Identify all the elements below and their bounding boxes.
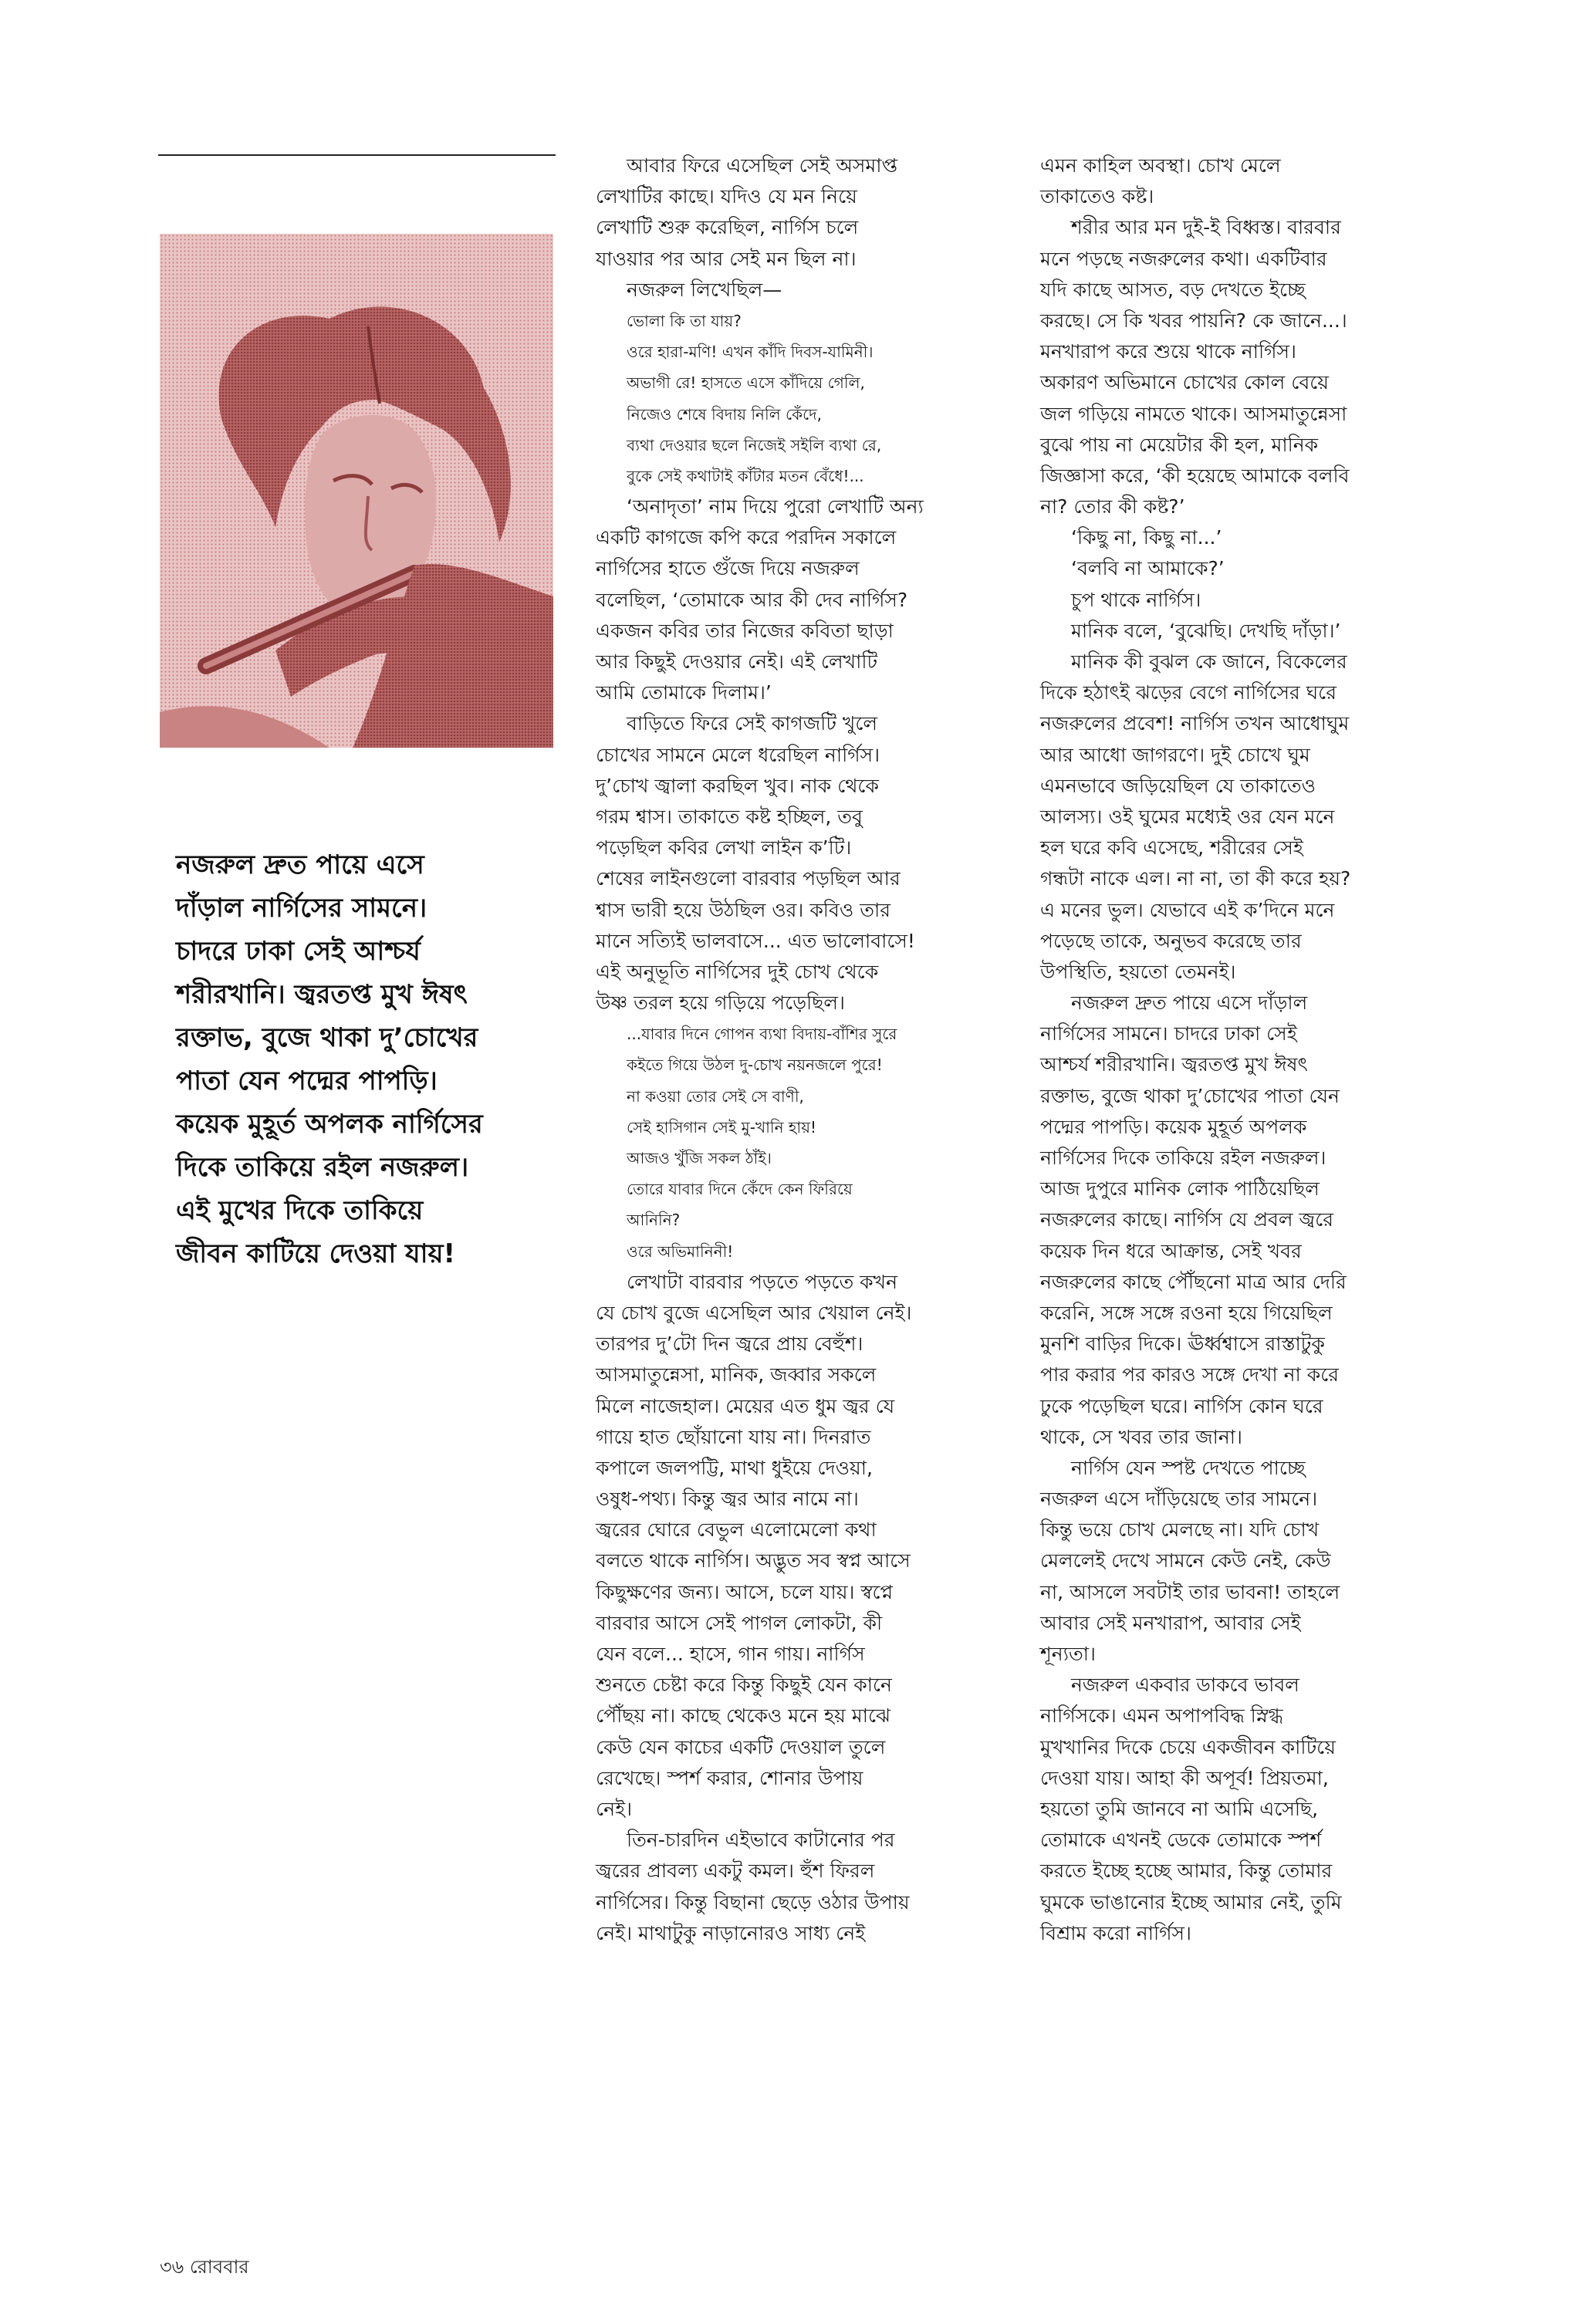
body-line: করেনি, সঙ্গে সঙ্গে রওনা হয়ে গিয়েছিল bbox=[1040, 1301, 1333, 1324]
body-line: যদি কাছে আসত, বড় দেখতে ইচ্ছে bbox=[1040, 278, 1306, 301]
body-line: পড়েছে তাকে, অনুভব করেছে তার bbox=[1040, 929, 1302, 952]
poem-line: ব্যথা দেওয়ার ছলে নিজেই সইলি ব্যথা রে, bbox=[627, 435, 882, 454]
portrait-artwork bbox=[160, 234, 553, 748]
body-line: দু’চোখ জ্বালা করছিল খুব। নাক থেকে bbox=[596, 774, 879, 797]
body-line: লেখাটি শুরু করেছিল, নার্গিস চলে bbox=[596, 216, 859, 239]
body-line: আমি তোমাকে দিলাম।’ bbox=[596, 681, 772, 704]
body-line: দিকে হঠাৎই ঝড়ের বেগে নার্গিসের ঘরে bbox=[1040, 681, 1336, 704]
poem-line: না কওয়া তোর সেই সে বাণী, bbox=[627, 1086, 804, 1106]
body-line: জ্বরের প্রাবল্য একটু কমল। হুঁশ ফিরল bbox=[596, 1860, 875, 1883]
poem-line: সেই হাসিগান সেই মু-খানি হায়! bbox=[627, 1117, 816, 1137]
body-line: পদ্মের পাপড়ি। কয়েক মুহূর্ত অপলক bbox=[1040, 1115, 1307, 1138]
body-line: রেখেছে। স্পর্শ করার, শোনার উপায় bbox=[596, 1766, 863, 1789]
body-line: গন্ধটা নাকে এল। না না, তা কী করে হয়? bbox=[1040, 867, 1351, 890]
body-line: বলেছিল, ‘তোমাকে আর কী দেব নার্গিস? bbox=[596, 588, 908, 611]
pull-quote-line: চাদরে ঢাকা সেই আশ্চর্য bbox=[176, 936, 421, 967]
body-line: আলস্য। ওই ঘুমের মধ্যেই ওর যেন মনে bbox=[1040, 805, 1335, 828]
body-line: জ্বরের ঘোরে বেভুল এলোমেলো কথা bbox=[596, 1518, 877, 1542]
poem-line: নিজেও শেষে বিদায় নিলি কেঁদে, bbox=[627, 404, 822, 424]
body-line: নার্গিস যেন স্পষ্ট দেখতে পাচ্ছে bbox=[1071, 1456, 1306, 1479]
body-line: আসমাতুন্নেসা, মানিক, জব্বার সকলে bbox=[596, 1363, 877, 1387]
pull-quote-line: শরীরখানি। জ্বরতপ্ত মুখ ঈষৎ bbox=[176, 979, 468, 1010]
body-line: আবার সেই মনখারাপ, আবার সেই bbox=[1040, 1611, 1301, 1634]
body-line: মানিক কী বুঝল কে জানে, বিকেলের bbox=[1071, 650, 1347, 673]
body-line: মনে পড়ছে নজরুলের কথা। একটিবার bbox=[1040, 247, 1327, 270]
body-line: আশ্চর্য শরীরখানি। জ্বরতপ্ত মুখ ঈষৎ bbox=[1040, 1053, 1308, 1076]
body-line: যাওয়ার পর আর সেই মন ছিল না। bbox=[596, 247, 857, 270]
body-line: বলতে থাকে নার্গিস। অদ্ভুত সব স্বপ্ন আসে bbox=[596, 1549, 911, 1572]
pull-quote-line: নজরুল দ্রুত পায়ে এসে bbox=[176, 850, 424, 880]
body-line: তারপর দু’টো দিন জ্বরে প্রায় বেহুঁশ। bbox=[596, 1333, 863, 1356]
body-line: রক্তাভ, বুজে থাকা দু’চোখের পাতা যেন bbox=[1040, 1084, 1340, 1107]
body-line: পড়েছিল কবির লেখা লাইন ক’টি। bbox=[596, 836, 852, 860]
body-line: উষ্ণ তরল হয়ে গড়িয়ে পড়েছিল। bbox=[596, 991, 845, 1015]
body-line: মানিক বলে, ‘বুঝেছি। দেখছি দাঁড়া।’ bbox=[1071, 619, 1341, 642]
poem-line: অভাগী রে! হাসতে এসে কাঁদিয়ে গেলি, bbox=[627, 373, 865, 393]
body-line: এমনভাবে জড়িয়েছিল যে তাকাতেও bbox=[1040, 774, 1316, 797]
poem-line: ...যাবার দিনে গোপন ব্যথা বিদায়-বাঁশির সুরে bbox=[627, 1025, 897, 1044]
body-line: মুখখানির দিকে চেয়ে একজীবন কাটিয়ে bbox=[1040, 1735, 1336, 1758]
body-line: একটি কাগজে কপি করে পরদিন সকালে bbox=[596, 526, 897, 549]
body-line: শ্বাস ভারী হয়ে উঠছিল ওর। কবিও তার bbox=[596, 898, 890, 921]
body-line: থাকে, সে খবর তার জানা। bbox=[1040, 1425, 1242, 1448]
body-line: শূন্যতা। bbox=[1040, 1643, 1096, 1665]
body-line: ‘কিছু না, কিছু না...’ bbox=[1071, 526, 1222, 549]
body-line: কয়েক দিন ধরে আক্রান্ত, সেই খবর bbox=[1040, 1239, 1302, 1262]
body-line: নজরুলের প্রবেশ! নার্গিস তখন আধোঘুম bbox=[1040, 712, 1350, 735]
poem-line: কইতে গিয়ে উঠল দু-চোখ নয়নজলে পুরে! bbox=[627, 1056, 883, 1075]
body-line: লেখাটা বারবার পড়তে পড়তে কখন bbox=[627, 1270, 898, 1293]
pull-quote-line: জীবন কাটিয়ে দেওয়া যায়! bbox=[176, 1238, 456, 1269]
body-line: একজন কবির তার নিজের কবিতা ছাড়া bbox=[596, 619, 894, 642]
body-line: ঢুকে পড়েছিল ঘরে। নার্গিস কোন ঘরে bbox=[1040, 1394, 1323, 1417]
body-line: দেওয়া যায়। আহা কী অপূর্ব! প্রিয়তমা, bbox=[1040, 1766, 1329, 1789]
poem-line: ওরে অভিমানিনী! bbox=[627, 1241, 734, 1261]
body-line: নার্গিসের। কিন্তু বিছানা ছেড়ে ওঠার উপায় bbox=[596, 1890, 910, 1914]
body-line: মনখারাপ করে শুয়ে থাকে নার্গিস। bbox=[1040, 340, 1296, 363]
top-rule bbox=[158, 154, 556, 156]
body-line: করছে। সে কি খবর পায়নি? কে জানে...। bbox=[1040, 309, 1347, 332]
body-line: উপস্থিতি, হয়তো তেমনই। bbox=[1040, 960, 1236, 983]
body-line: শুনতে চেষ্টা করে কিন্তু কিছুই যেন কানে bbox=[596, 1674, 892, 1697]
body-line: ‘বলবি না আমাকে?’ bbox=[1071, 557, 1225, 580]
portrait-illustration bbox=[160, 234, 553, 748]
body-line: জিজ্ঞাসা করে, ‘কী হয়েছে আমাকে বলবি bbox=[1040, 464, 1350, 487]
pull-quote-line: দিকে তাকিয়ে রইল নজরুল। bbox=[176, 1152, 469, 1183]
body-line: মুনশি বাড়ির দিকে। ঊর্ধ্বশ্বাসে রাস্তাটুকু bbox=[1040, 1333, 1325, 1356]
body-line: পৌঁছয় না। কাছে থেকেও মনে হয় মাঝে bbox=[596, 1704, 890, 1728]
poem-line: আনিনি? bbox=[627, 1211, 681, 1230]
body-line: না? তোর কী কষ্ট?’ bbox=[1040, 495, 1185, 519]
body-line: গায়ে হাত ছোঁয়ানো যায় না। দিনরাত bbox=[596, 1425, 871, 1448]
body-line: নজরুল একবার ডাকবে ভাবল bbox=[1071, 1674, 1299, 1697]
pull-quote-line: পাতা যেন পদ্মের পাপড়ি। bbox=[176, 1066, 438, 1096]
body-line: নেই। bbox=[596, 1797, 633, 1820]
body-line: নজরুল এসে দাঁড়িয়েছে তার সামনে। bbox=[1040, 1488, 1318, 1511]
pull-quote-line: এই মুখের দিকে তাকিয়ে bbox=[176, 1195, 424, 1226]
body-line: কিন্তু ভয়ে চোখ মেলছে না। যদি চোখ bbox=[1040, 1518, 1320, 1542]
body-line: নজরুল লিখেছিল— bbox=[627, 278, 782, 301]
body-line: লেখাটির কাছে। যদিও যে মন নিয়ে bbox=[596, 185, 857, 208]
body-line: ‘অনাদৃতা’ নাম দিয়ে পুরো লেখাটি অন্য bbox=[627, 495, 924, 519]
body-line: এ মনের ভুল। যেভাবে এই ক’দিনে মনে bbox=[1040, 898, 1335, 921]
body-line: তিন-চারদিন এইভাবে কাটানোর পর bbox=[627, 1829, 895, 1852]
body-line: যেন বলে... হাসে, গান গায়। নার্গিস bbox=[596, 1643, 865, 1665]
pull-quote bbox=[176, 843, 562, 1275]
body-line: নজরুলের কাছে। নার্গিস যে প্রবল জ্বরে bbox=[1040, 1208, 1334, 1231]
body-line: মেললেই দেখে সামনে কেউ নেই, কেউ bbox=[1040, 1549, 1331, 1572]
body-line: নার্গিসের দিকে তাকিয়ে রইল নজরুল। bbox=[1040, 1147, 1326, 1169]
body-line: না, আসলে সবটাই তার ভাবনা! তাহলে bbox=[1040, 1580, 1340, 1603]
page-folio: ৩৬ রোববার bbox=[160, 2256, 249, 2278]
body-line: চোখের সামনে মেলে ধরেছিল নার্গিস। bbox=[596, 743, 880, 766]
text-column-2 bbox=[1040, 150, 1434, 1949]
body-line: আর আধো জাগরণে। দুই চোখে ঘুম bbox=[1040, 743, 1310, 766]
body-line: শেষের লাইনগুলো বারবার পড়ছিল আর bbox=[596, 867, 901, 890]
body-line: বুঝে পায় না মেয়েটার কী হল, মানিক bbox=[1040, 433, 1319, 456]
pull-quote-line: দাঁড়াল নার্গিসের সামনে। bbox=[176, 893, 427, 924]
body-line: হয়তো তুমি জানবে না আমি এসেছি, bbox=[1040, 1797, 1319, 1820]
body-line: বারবার আসে সেই পাগল লোকটা, কী bbox=[596, 1611, 883, 1634]
body-line: নার্গিসের সামনে। চাদরে ঢাকা সেই bbox=[1040, 1022, 1297, 1045]
body-line: অকারণ অভিমানে চোখের কোল বেয়ে bbox=[1040, 371, 1330, 394]
body-line: নার্গিসকে। এমন অপাপবিদ্ধ স্নিগ্ধ bbox=[1040, 1704, 1283, 1728]
body-line: জল গড়িয়ে নামতে থাকে। আসমাতুন্নেসা bbox=[1040, 402, 1347, 425]
body-line: তোমাকে এখনই ডেকে তোমাকে স্পর্শ bbox=[1040, 1829, 1322, 1852]
poem-line: আজও খুঁজি সকল ঠাঁই। bbox=[627, 1149, 772, 1167]
body-line: আবার ফিরে এসেছিল সেই অসমাপ্ত bbox=[627, 154, 898, 177]
body-line: যে চোখ বুজে এসেছিল আর খেয়াল নেই। bbox=[596, 1301, 912, 1324]
body-line: নজরুল দ্রুত পায়ে এসে দাঁড়াল bbox=[1071, 991, 1308, 1015]
body-line: মিলে নাজেহাল। মেয়ের এত ধুম জ্বর যে bbox=[596, 1394, 895, 1417]
body-line: আজ দুপুরে মানিক লোক পাঠিয়েছিল bbox=[1040, 1177, 1320, 1201]
body-line: চুপ থাকে নার্গিস। bbox=[1071, 588, 1201, 611]
body-line: কপালে জলপট্টি, মাথা ধুইয়ে দেওয়া, bbox=[596, 1456, 873, 1479]
pull-quote-line: রক্তাভ, বুজে থাকা দু’চোখের bbox=[176, 1022, 478, 1053]
body-line: কেউ যেন কাচের একটি দেওয়াল তুলে bbox=[596, 1735, 886, 1758]
body-line: হল ঘরে কবি এসেছে, শরীরের সেই bbox=[1040, 836, 1303, 860]
body-line: মানে সত্যিই ভালবাসে... এত ভালোবাসে! bbox=[596, 929, 915, 952]
body-line: কিছুক্ষণের জন্য। আসে, চলে যায়। স্বপ্নে bbox=[596, 1580, 894, 1603]
poem-line: ভোলা কি তা যায়? bbox=[627, 311, 742, 330]
body-line: গরম শ্বাস। তাকাতে কষ্ট হচ্ছিল, তবু bbox=[596, 805, 863, 828]
body-line: ঘুমকে ভাঙানোর ইচ্ছে আমার নেই, তুমি bbox=[1040, 1890, 1342, 1914]
body-line: বাড়িতে ফিরে সেই কাগজটি খুলে bbox=[627, 712, 877, 735]
poem-line: তোরে যাবার দিনে কেঁদে কেন ফিরিয়ে bbox=[627, 1180, 853, 1199]
body-line: নার্গিসের হাতে গুঁজে দিয়ে নজরুল bbox=[596, 557, 860, 580]
poem-line: বুকে সেই কথাটাই কাঁটার মতন বেঁধে!... bbox=[627, 466, 864, 485]
body-line: এমন কাহিল অবস্থা। চোখ মেলে bbox=[1040, 154, 1281, 177]
text-column-1 bbox=[596, 150, 982, 1949]
body-line: করতে ইচ্ছে হচ্ছে আমার, কিন্তু তোমার bbox=[1040, 1860, 1333, 1883]
body-line: ওষুধ-পথ্য। কিন্তু জ্বর আর নামে না। bbox=[596, 1488, 859, 1511]
body-line: পার করার পর কারও সঙ্গে দেখা না করে bbox=[1040, 1363, 1339, 1387]
poem-line: ওরে হারা-মণি! এখন কাঁদি দিবস-যামিনী। bbox=[627, 343, 874, 362]
body-line: বিশ্রাম করো নার্গিস। bbox=[1040, 1921, 1191, 1944]
pull-quote-line: কয়েক মুহূর্ত অপলক নার্গিসের bbox=[176, 1109, 483, 1140]
body-line: শরীর আর মন দুই-ই বিধ্বস্ত। বারবার bbox=[1071, 216, 1341, 239]
body-line: তাকাতেও কষ্ট। bbox=[1040, 185, 1154, 208]
body-line: এই অনুভূতি নার্গিসের দুই চোখ থেকে bbox=[596, 960, 879, 983]
body-line: নজরুলের কাছে পৌঁছনো মাত্র আর দেরি bbox=[1040, 1270, 1347, 1293]
body-line: আর কিছুই দেওয়ার নেই। এই লেখাটি bbox=[596, 650, 878, 673]
body-line: নেই। মাথাটুকু নাড়ানোরও সাধ্য নেই bbox=[596, 1921, 866, 1944]
